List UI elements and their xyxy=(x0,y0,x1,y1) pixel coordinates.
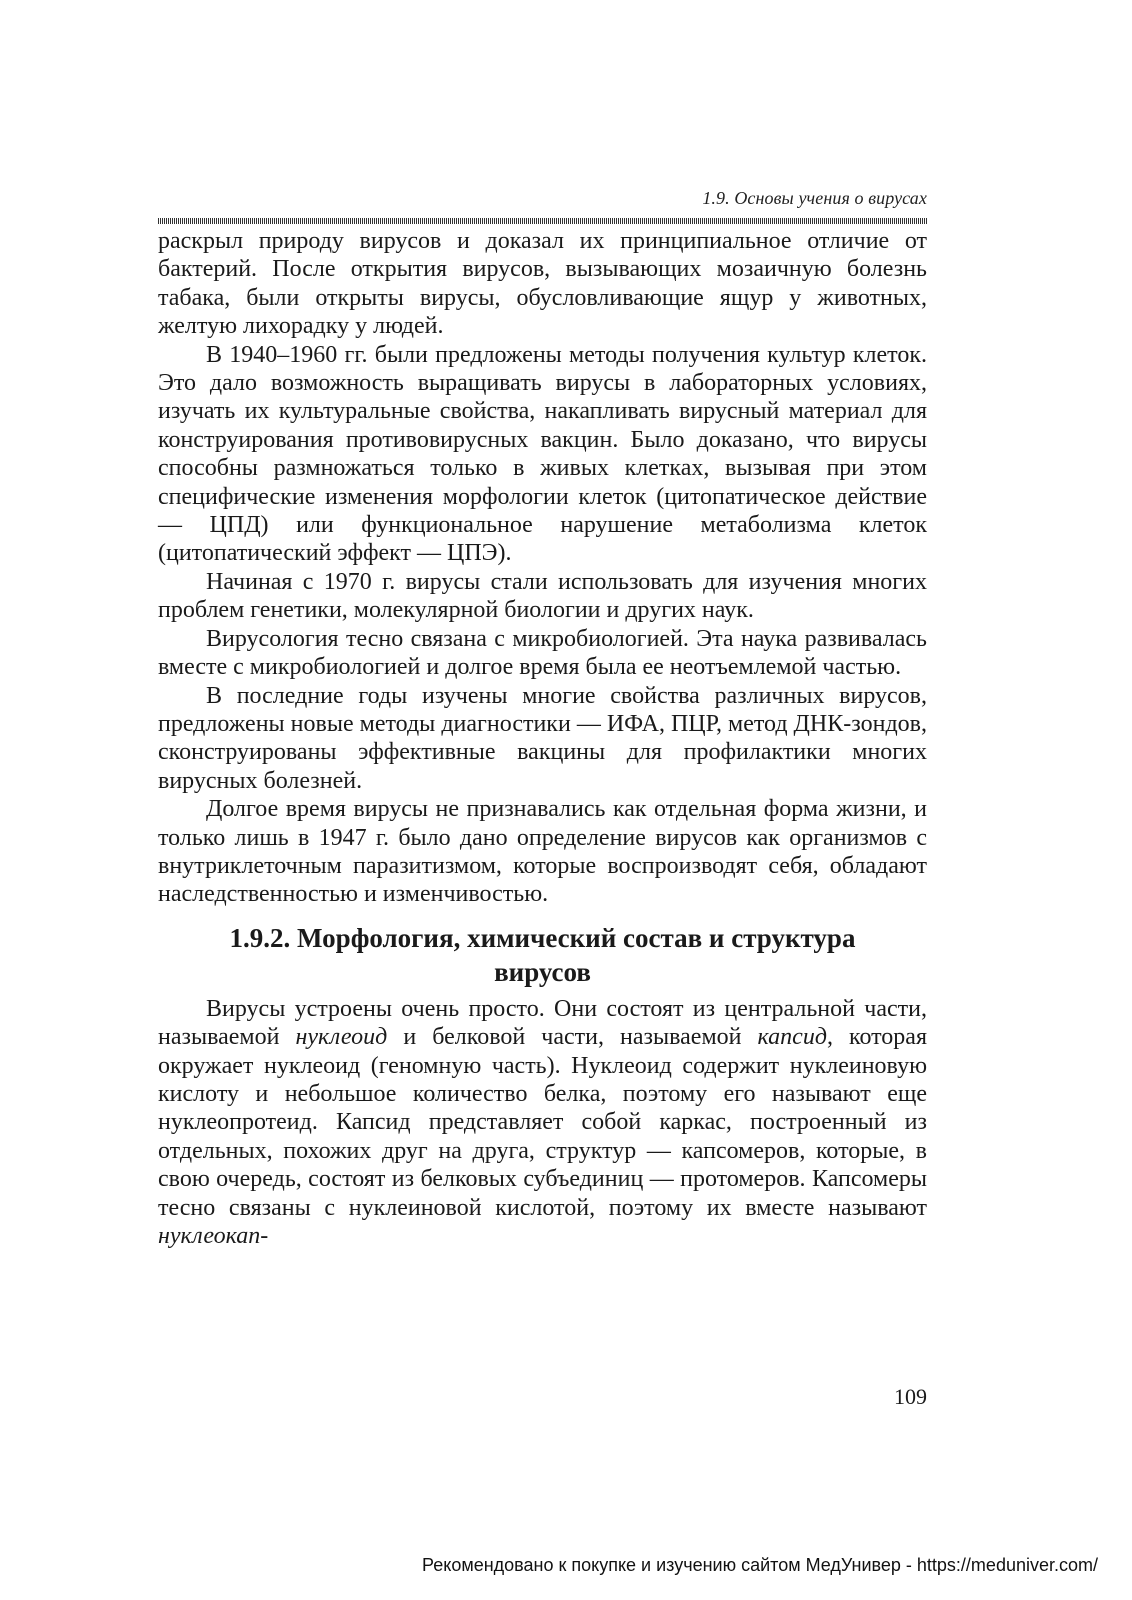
paragraph: В последние годы изучены многие свойства различных вирусов, предложены новые методы диагностики — ИФА, ПЦР, метод ДНК-зондов, сконструированы эффективные вакцины для профилактики многих вирусных болезней. xyxy=(158,682,927,794)
term-italic: нуклеокап- xyxy=(158,1223,269,1249)
text-run: и белковой части, называемой xyxy=(387,1024,758,1051)
paragraph: Долгое время вирусы не признавались как отдельная форма жизни, и только лишь в 1947 г. было дано определение вирусов как организмов с внутриклеточным паразитизмом, которые воспроизводят себя, обладают наследственностью и изменчивостью. xyxy=(158,796,927,908)
term-italic: капсид xyxy=(757,1024,827,1051)
running-head: 1.9. Основы учения о вирусах xyxy=(702,188,927,208)
book-page xyxy=(158,0,927,1600)
section-heading: 1.9.2. Морфология, химический состав и структура вирусов xyxy=(229,922,856,987)
paragraph: В 1940–1960 гг. были предложены методы получения культур клеток. Это дало возможность выращивать вирусы в лабораторных условиях, изучать их культуральные свойства, накапливать вирусный материал для конструирования противовирусных вакцин. Было доказано, что вирусы способны размножаться только в живых клетках, вызывая при этом специфические изменения морфологии клеток (цитопатическое действие — ЦПД) или функциональное нарушение метаболизма клеток (цитопатический эффект — ЦПЭ). xyxy=(158,341,927,567)
text-run: Вирусы устроены очень просто. Они состоят из центральной части, называемой xyxy=(158,995,927,1051)
paragraph: Вирусология тесно связана с микробиологией. Эта наука развивалась вместе с микробиологией и долгое время была ее неотъемлемой частью. xyxy=(158,625,927,681)
page-body xyxy=(158,227,927,1250)
footer-link-text[interactable]: Рекомендовано к покупке и изучению сайтом МедУнивер - https://meduniver.com/ xyxy=(422,1555,1098,1575)
page-number: 109 xyxy=(894,1384,927,1409)
footer-link[interactable] xyxy=(422,1555,1098,1576)
paragraph xyxy=(158,995,927,1251)
paragraph: Начиная с 1970 г. вирусы стали использовать для изучения многих проблем генетики, молекулярной биологии и других наук. xyxy=(158,568,927,624)
term-italic: нуклеоид xyxy=(295,1024,388,1051)
paragraph: раскрыл природу вирусов и доказал их принципиальное отличие от бактерий. После открытия вирусов, вызывающих мозаичную болезнь табака, были открыты вирусы, обусловливающие ящур у животных, желтую лихорадку у людей. xyxy=(158,228,927,340)
header-rule xyxy=(158,218,927,224)
text-run: , которая окружает нуклеоид (геномную часть). Нуклеоид содержит нуклеиновую кислоту и небольшое количество белка, поэтому его называют еще нуклеопротеид. Капсид представляет собой каркас, построенный из отдельных, похожих друг на друга, структур — капсомеров, которые, в свою очередь, состоят из белковых субъединиц — протомеров. Капсомеры тесно связаны с нуклеиновой кислотой, поэтому их вместе называют xyxy=(158,1024,927,1221)
